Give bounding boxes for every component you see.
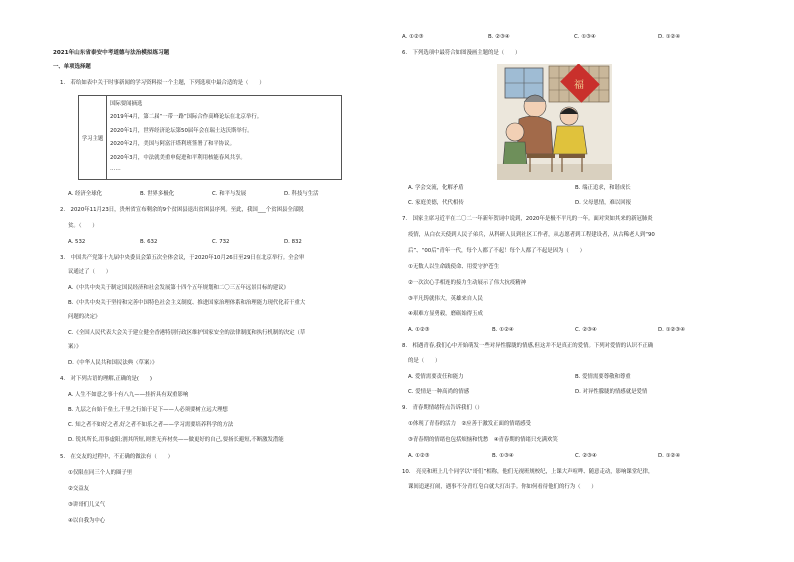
q8-option-b[interactable]: B. 爱情需要尊敬和尊重: [575, 374, 631, 380]
q3-option-d[interactable]: D.《中华人民共和国民法典（草案）》: [68, 360, 158, 366]
q7-item: ④艰难方显勇毅，磨砺始得玉成: [408, 311, 483, 317]
q2-stem-line2: 贫。（ ）: [68, 223, 98, 229]
q4-stem: 4. 对下列古语的理解,正确的是( ): [60, 376, 152, 382]
q9-option-b[interactable]: B. ①③④: [492, 453, 514, 459]
q5-item: ①仅限在同三个人的圈子里: [68, 470, 133, 476]
q5-item: ②交益友: [68, 486, 90, 492]
q6-option-b[interactable]: B. 端正追求，和谐成长: [575, 185, 631, 191]
q10-line: 10. 亮亮和班上几个同学以“哥们”相称，他们无视班规校纪，上课大声喧哗、随意走动，影响课堂纪律，: [402, 469, 654, 475]
q7-line: 7. 国家主席习近平在二〇二一年新年贺词中说到，2020年是极不平凡的一年。面对突如其来的新冠肺炎: [402, 216, 653, 222]
q1-table-row: ……: [110, 166, 121, 173]
q1-table-row: 2019年4月，第二届“一带一路”国际合作高峰论坛在北京举行。: [110, 114, 263, 121]
q1-table-row: 国际要闻摘选: [110, 101, 143, 107]
q3-line: 3. 中国共产党第十九届中央委员会第五次全体会议，于2020年10月26日至29日在北京举行。全会审: [60, 255, 305, 261]
q1-option-b[interactable]: B. 世界多极化: [140, 191, 175, 197]
q5-option-b[interactable]: B. ②③④: [488, 34, 510, 40]
q1-table-row: 2020年3月，中法就美重申促进和平利用核能春风共享。: [110, 154, 246, 161]
q2-option-b[interactable]: B. 632: [140, 239, 158, 245]
q2-option-d[interactable]: D. 832: [284, 239, 302, 245]
q3-line: 议通过了（ ）: [68, 269, 112, 275]
q9-option-d[interactable]: D. ①②④: [658, 453, 681, 459]
q3-option-b[interactable]: B.《中共中央关于坚持和完善中国特色社会主义制度、推进国家治理体系和治理能力现代化若干重大: [68, 300, 306, 306]
q5-option-c[interactable]: C. ①③④: [574, 34, 596, 40]
q5-item: ③讲哥们儿义气: [68, 502, 106, 508]
q3-option-b-cont: 问题的决定》: [68, 314, 101, 320]
banner-fu-text: 福: [574, 80, 584, 91]
q2-option-a[interactable]: A. 532: [68, 239, 86, 245]
q9-stem: 9. 青春期情绪特点告诉我们（）: [402, 405, 483, 411]
family-cartoon-icon: [497, 64, 612, 180]
doc-title: 2021年山东省泰安中考道德与法治模拟练习题: [53, 50, 170, 56]
q1-table-label: 学习主题: [79, 96, 107, 179]
q4-option-d[interactable]: D. 锐其所长,用事虚阳;割其所短,则世无弃材矣——做更好的自己,要扬长避短,不断激发潜能: [68, 437, 284, 443]
q8-option-d[interactable]: D. 对异性朦胧的情感就是爱情: [575, 389, 648, 395]
q1-table-body: [110, 98, 339, 174]
q5-option-a[interactable]: A. ①②③: [402, 34, 424, 40]
q7-option-b[interactable]: B. ①②④: [492, 327, 514, 333]
q1-option-d[interactable]: D. 科技与生活: [284, 191, 319, 197]
q3-option-a[interactable]: A.《中共中央关于制定国民经济和社会发展第十四个五年规划和二〇三五年远景目标的建议》: [68, 285, 289, 291]
q1-news-table: [78, 95, 342, 180]
q8-option-c[interactable]: C. 爱情是一种高尚的情感: [408, 389, 470, 395]
q6-option-d[interactable]: D. 父母恩情，难以回报: [575, 200, 632, 206]
q6-option-c[interactable]: C. 家庭美德，代代相传: [408, 200, 464, 206]
q9-option-a[interactable]: A. ①②③: [408, 453, 430, 459]
q5-stem: 5. 在交友的过程中，不正确的做法有（ ）: [60, 454, 173, 460]
q8-line: 8. 相遇青春,我们心中开始萌发一些对异性朦胧的情感,但这并不是真正的爱情。下列对爱情的认识不正确: [402, 343, 654, 349]
q10-line: 课间追逐打闹，遇事不分青红皂白就大打出手。你如何看待他们的行为（ ）: [408, 484, 597, 490]
q8-option-a[interactable]: A. 爱情需要责任和能力: [408, 374, 464, 380]
q7-option-c[interactable]: C. ②③④: [575, 327, 597, 333]
q3-option-c-cont: 案）》: [68, 344, 82, 350]
q2-option-c[interactable]: C. 732: [212, 239, 230, 245]
section-heading: 一、单项选择题: [53, 64, 91, 70]
q1-option-a[interactable]: A. 经济全球化: [68, 191, 102, 197]
q7-line: 后”、“00后”青年一代，每个人都了不起！每个人都了不起是因为（ ）: [408, 248, 585, 254]
q4-option-a[interactable]: A. 人生不如意之事十有八九——挂折具有双重影响: [68, 392, 189, 398]
q1-table-row: 2020年2月，美国与阿富汗塔利班签署了和平协议。: [110, 141, 235, 148]
q7-option-d[interactable]: D. ①②③④: [658, 327, 685, 333]
q6-cartoon-image: [497, 64, 612, 180]
q9-option-c[interactable]: C. ②③④: [575, 453, 597, 459]
q4-option-b[interactable]: B. 九层之台始于垒土,千里之行始于足下——人必须要树立远大理想: [68, 407, 228, 413]
q5-option-d[interactable]: D. ①②④: [658, 34, 681, 40]
q8-line: 的是（ ）: [408, 358, 441, 364]
q6-stem: 6. 下列选项中最符合如图漫画主题的是（ ）: [402, 50, 521, 56]
q7-item: ③平凡铸就伟大，英雄来自人民: [408, 296, 483, 302]
q1-stem: 1. 若给如表中关于时事新闻的学习资料拟一个主题，下列选项中最合适的是（ ）: [60, 80, 265, 86]
q5-item: ④以自我为中心: [68, 518, 106, 524]
q2-stem-line1: 2. 2020年11月23日，贵州省宣布剩余的9个贫困县退出贫困县序列。至此，我国___个贫困县全部脱: [60, 207, 304, 213]
q1-option-c[interactable]: C. 和平与发展: [212, 191, 247, 197]
q7-item: ②一次次心手相连的接力生动展示了伟大抗疫精神: [408, 280, 527, 286]
q7-option-a[interactable]: A. ①②③: [408, 327, 430, 333]
q6-option-a[interactable]: A. 学会交流，化解矛盾: [408, 185, 464, 191]
q9-item: ③青春期的情绪也包括烦恼和忧愁 ④青春期的情绪只充满欢笑: [408, 437, 558, 443]
q7-item: ①无数人以生命践使命、用爱守护苍生: [408, 264, 500, 270]
q1-table-row: 2020年1月，世界经济论坛第50届年会在瑞士达沃斯举行。: [110, 127, 253, 134]
q4-option-c[interactable]: C. 知之者不如好之者,好之者不如乐之者——学习需要培养科学的方法: [68, 422, 234, 428]
q7-line: 疫情，从白衣天使到人民子弟兵，从科研人员到社区工作者，从志愿者到工程建设者，从古稀老人到“90: [408, 232, 655, 238]
q3-option-c[interactable]: C.《全国人民代表大会关于建立健全香港特别行政区维护国家安全的法律制度和执行机制的决定（草: [68, 330, 306, 336]
q9-item: ①体现了青春的活力 ②应善于激发正面的情绪感受: [408, 421, 531, 427]
